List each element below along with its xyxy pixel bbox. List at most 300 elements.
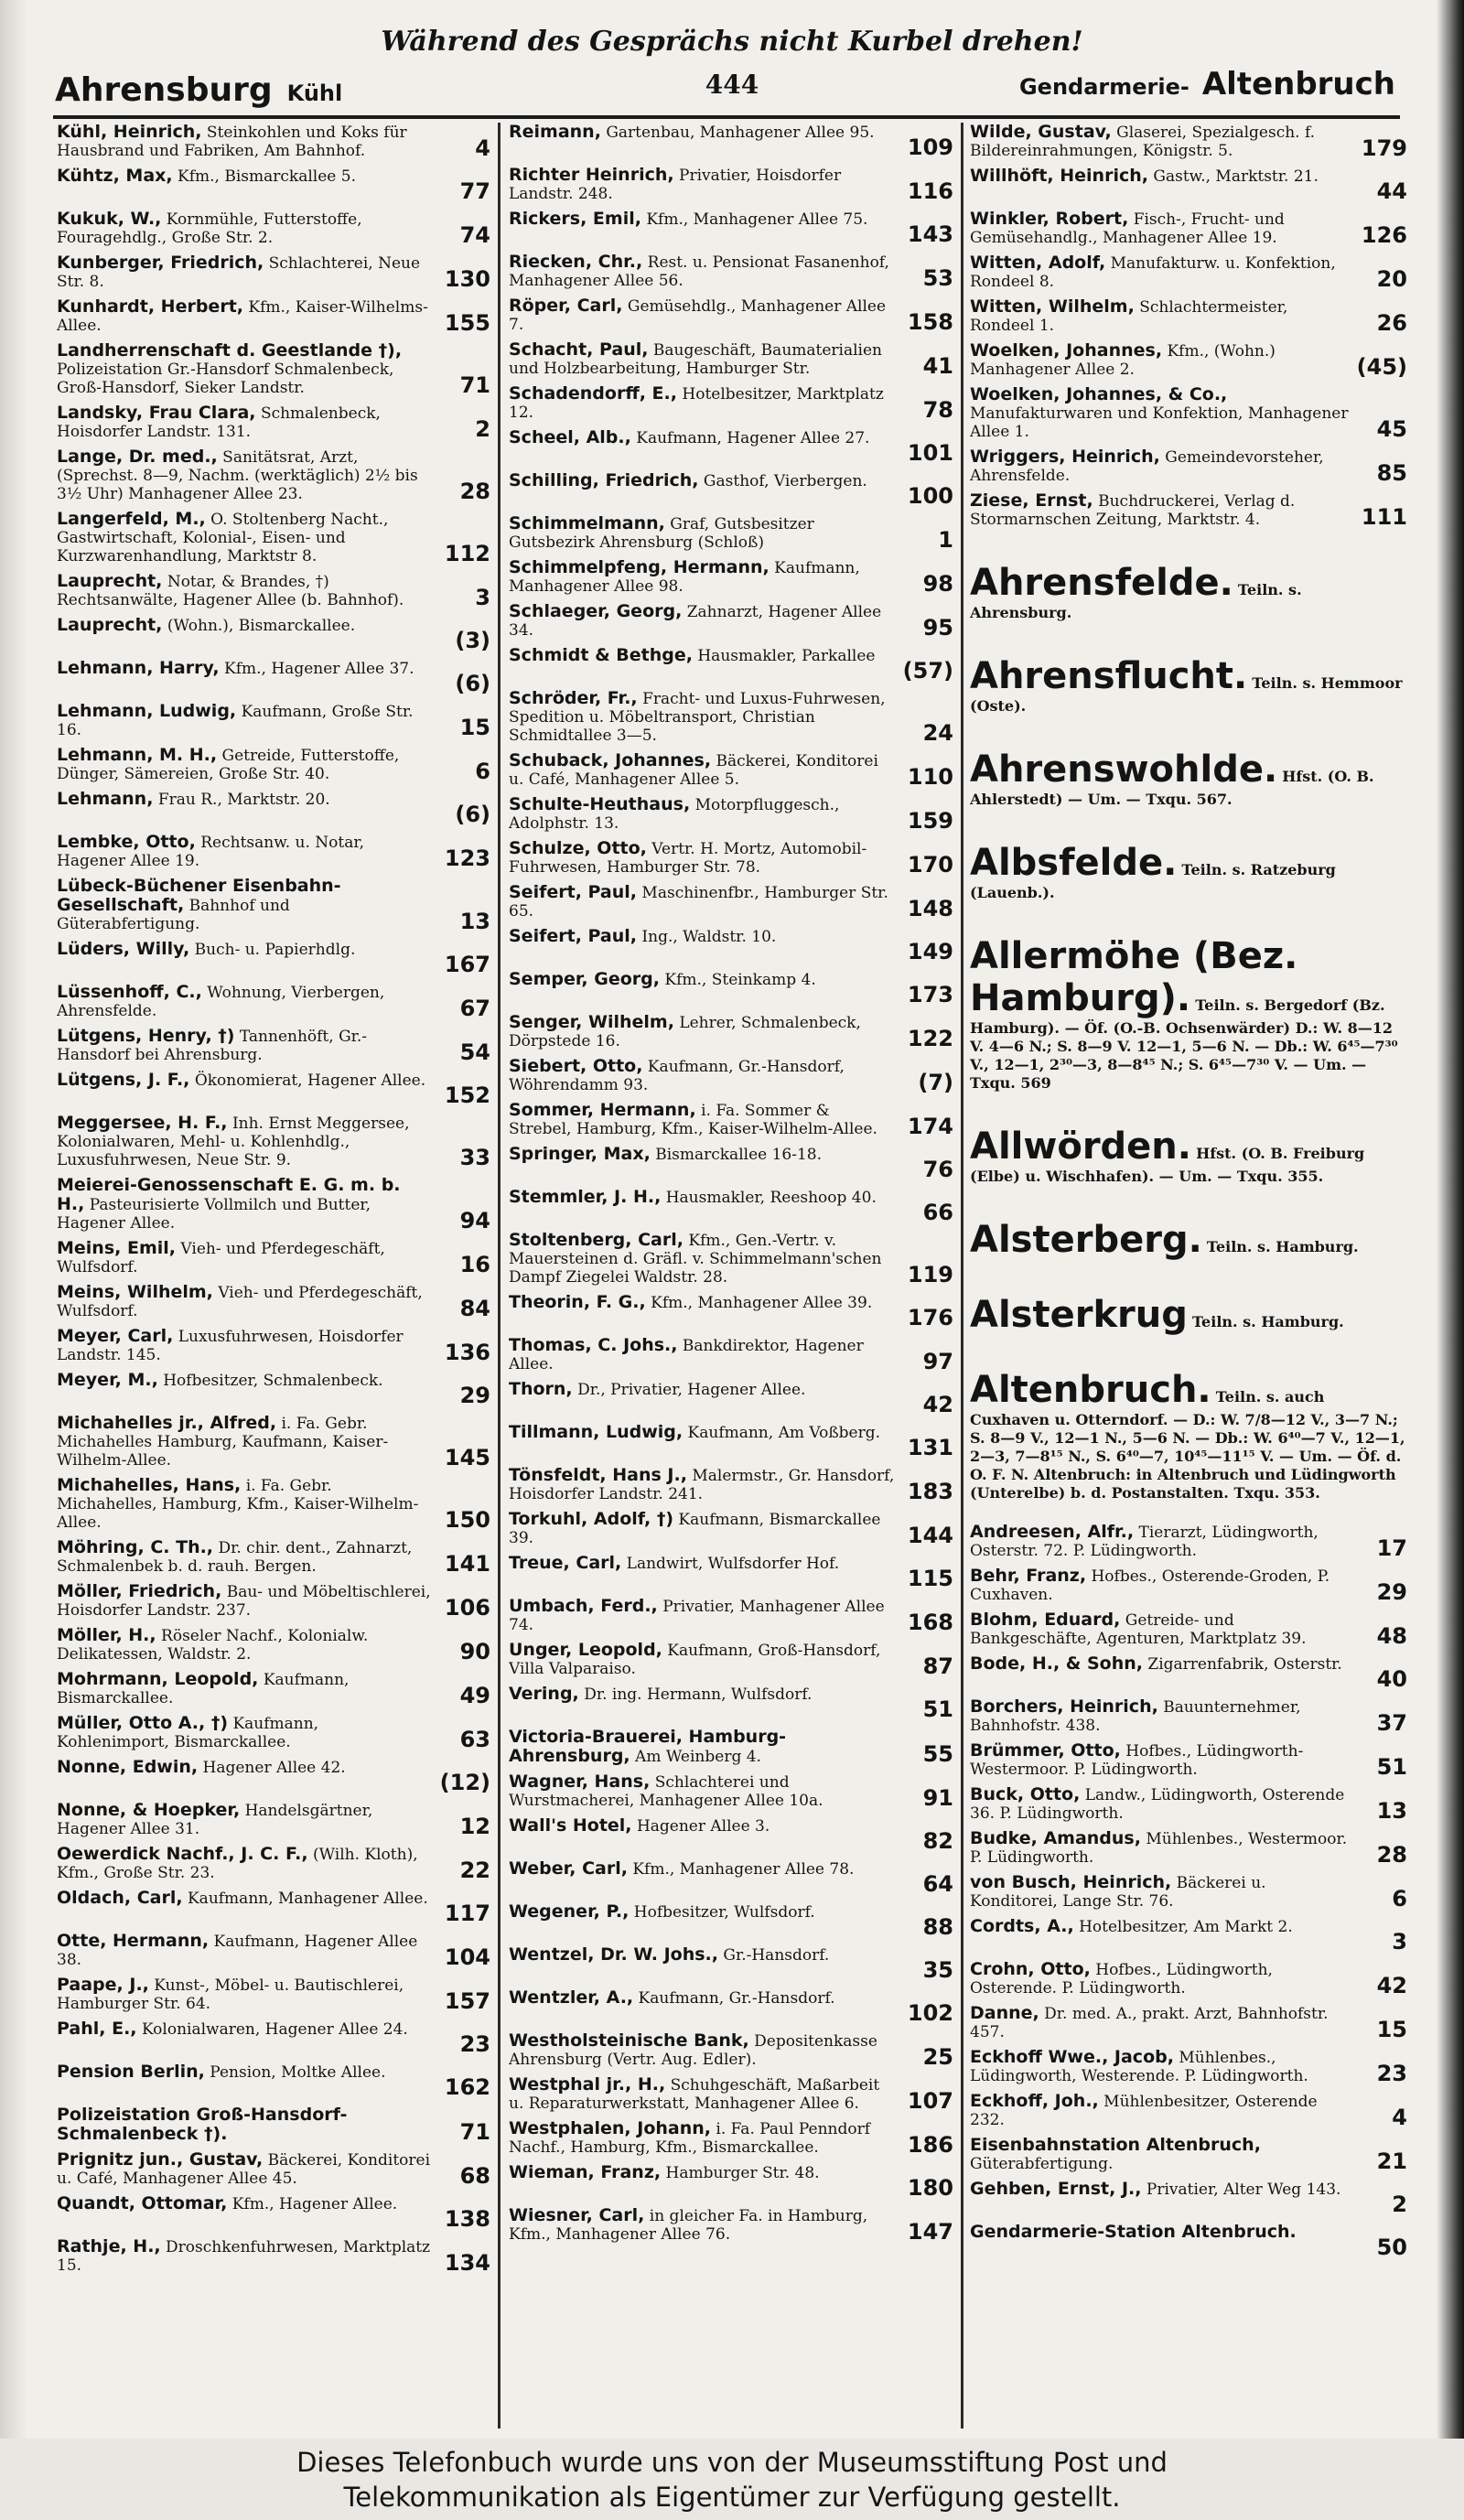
phone-number: 71 [459, 2119, 490, 2145]
entry-name: Polizeistation Groß-Hansdorf-Schmalenbeck †). [57, 2105, 348, 2144]
phone-number: 115 [907, 1566, 953, 1591]
entry-details: Schlachtermeister, Rondeel 1. [970, 298, 1288, 335]
phone-number: (6) [455, 802, 490, 827]
entry-details: Notar, & Brandes, †) Rechtsanwälte, Hagener Allee (b. Bahnhof). [57, 573, 404, 609]
phone-number: 64 [922, 1871, 953, 1897]
entry-name: Wriggers, Heinrich, [970, 447, 1160, 467]
entry-details: Bauunternehmer, Bahnhofstr. 438. [970, 1698, 1301, 1735]
entry-name: Wegener, P., [509, 1901, 630, 1922]
phone-number: 54 [459, 1039, 490, 1065]
footer-line-1: Dieses Telefonbuch wurde uns von der Museumsstiftung Post und [296, 2447, 1168, 2478]
entry-details: Landwirt, Wulfsdorfer Hof. [626, 1555, 840, 1573]
phone-number: 159 [907, 808, 953, 834]
phone-number: 111 [1361, 504, 1407, 530]
directory-entry [57, 123, 490, 160]
place-heading [970, 748, 1407, 809]
phone-number: 76 [922, 1157, 953, 1182]
entry-details: Graf, Gutsbesitzer Gutsbezirk Ahrensburg (Schloß) [509, 515, 814, 552]
entry-name: Paape, J., [57, 1975, 149, 1995]
directory-entry [57, 2237, 490, 2275]
page-number: 444 [705, 70, 759, 100]
directory-entry [509, 1057, 953, 1094]
entry-name: Danne, [970, 2003, 1039, 2023]
directory-entry [57, 2019, 490, 2056]
phone-number: 158 [907, 309, 953, 335]
phone-number: 3 [1392, 1929, 1407, 1955]
entry-details: Maschinenfbr., Hamburger Str. 65. [509, 884, 888, 921]
entry-details: (Wilh. Kloth), Kfm., Große Str. 23. [57, 1846, 418, 1882]
entry-name: Prignitz jun., Gustav, [57, 2149, 264, 2170]
entry-name: Wilde, Gustav, [970, 123, 1112, 142]
phone-number: 22 [459, 1858, 490, 1883]
directory-entry [509, 1945, 953, 1982]
entry-name: Witten, Adolf, [970, 253, 1106, 273]
entry-name: Thorn, [509, 1379, 573, 1399]
phone-number: 37 [1376, 1710, 1407, 1736]
phone-number: 2 [1392, 2192, 1407, 2217]
entry-details: Bahnhof und Güterabfertigung. [57, 897, 290, 933]
phone-number: 53 [922, 265, 953, 291]
place-name: Alsterkrug [970, 1294, 1188, 1336]
entry-name: Pahl, E., [57, 2019, 137, 2039]
place-heading [970, 1125, 1407, 1186]
directory-entry [57, 1114, 490, 1169]
directory-entry [970, 1917, 1407, 1954]
place-details: Hfst. (O. B. Ahlerstedt) — Um. — Txqu. 567. [970, 768, 1374, 808]
entry-details: Gartenbau, Manhagener Allee 95. [606, 124, 875, 142]
entry-details: Luxusfuhrwesen, Hoisdorfer Landstr. 145. [57, 1328, 404, 1364]
entry-details: O. Stoltenberg Nacht., Gastwirtschaft, Kolonial-, Eisen- und Kurzwarenhandlung, Marktstr 8. [57, 511, 389, 565]
place-name: Ahrenswohlde. [970, 748, 1278, 791]
phone-number: 145 [444, 1445, 490, 1470]
entry-details: Privatier, Manhagener Allee 74. [509, 1598, 885, 1634]
phone-number: 2 [475, 416, 490, 442]
entry-details: Kfm., Bismarckallee 5. [178, 167, 356, 186]
entry-details: Glaserei, Spezialgesch. f. Bildereinrahmungen, Königstr. 5. [970, 124, 1316, 160]
entry-details: (Wohn.), Bismarckallee. [167, 617, 356, 635]
entry-name: Wiesner, Carl, [509, 2205, 645, 2225]
directory-entry [509, 1293, 953, 1330]
entry-details: Rechtsanw. u. Notar, Hagener Allee 19. [57, 834, 365, 870]
phone-number: 155 [444, 310, 490, 336]
entry-name: Lüssenhoff, C., [57, 982, 202, 1002]
entry-name: Schulte-Heuthaus, [509, 794, 691, 814]
entry-name: Borchers, Heinrich, [970, 1696, 1158, 1717]
directory-entry [509, 1380, 953, 1416]
entry-details: Kfm., Manhagener Allee 78. [632, 1860, 855, 1879]
directory-entry [57, 297, 490, 335]
phone-number: 148 [907, 896, 953, 921]
entry-details: i. Fa. Gebr. Michahelles, Hamburg, Kfm., Kaiser-Wilhelm-Allee. [57, 1477, 419, 1532]
entry-name: Seifert, Paul, [509, 882, 638, 902]
directory-entry [57, 1176, 490, 1233]
entry-details: Bäckerei, Konditorei u. Café, Manhagener Allee 5. [509, 752, 878, 789]
header-left-place: Ahrensburg [55, 71, 273, 109]
directory-entry [57, 1582, 490, 1620]
directory-entry [509, 1510, 953, 1547]
entry-name: Lütgens, Henry, †) [57, 1026, 235, 1046]
directory-entry [57, 983, 490, 1020]
phone-number: (7) [918, 1070, 953, 1095]
directory-entry [509, 296, 953, 334]
entry-details: Privatier, Alter Weg 143. [1146, 2181, 1341, 2199]
header-right-place: Altenbruch [1201, 66, 1395, 102]
phone-number: 90 [459, 1639, 490, 1664]
place-details: Teiln. s. Hemmoor (Oste). [970, 674, 1403, 715]
place-name: Alsterberg. [970, 1219, 1202, 1261]
directory-entry [970, 1960, 1407, 1998]
phone-number: 24 [922, 720, 953, 746]
entry-name: Gendarmerie-Station Altenbruch. [970, 2222, 1297, 2242]
directory-entry [509, 471, 953, 508]
entry-details: Kaufmann, Große Str. 16. [57, 703, 414, 739]
directory-entry [970, 167, 1407, 203]
entry-name: Quandt, Ottomar, [57, 2193, 228, 2213]
entry-name: Eckhoff Wwe., Jacob, [970, 2047, 1174, 2067]
phone-number: 174 [907, 1114, 953, 1139]
entry-name: Wagner, Hans, [509, 1772, 651, 1792]
phone-number: 130 [444, 266, 490, 292]
directory-entry [970, 1697, 1407, 1735]
phone-number: 173 [907, 982, 953, 1007]
directory-entry [509, 2075, 953, 2113]
phone-number: 150 [444, 1507, 490, 1533]
directory-entry [57, 2194, 490, 2231]
phone-number: (6) [455, 671, 490, 696]
phone-number: 98 [922, 571, 953, 597]
phone-number: 49 [459, 1683, 490, 1708]
entry-details: Pasteurisierte Vollmilch und Butter, Hagener Allee. [57, 1196, 371, 1233]
entry-details: Tierarzt, Lüdingworth, Osterstr. 72. P. Lüdingworth. [970, 1524, 1319, 1560]
entry-details: Gemeindevorsteher, Ahrensfelde. [970, 448, 1324, 485]
place-heading [970, 1294, 1407, 1336]
entry-details: Dr. chir. dent., Zahnarzt, Schmalenbek b. d. rauh. Bergen. [57, 1539, 413, 1576]
phone-number: 162 [444, 2074, 490, 2100]
entry-name: Tönsfeldt, Hans J., [509, 1465, 687, 1485]
entry-name: Schmidt & Bethge, [509, 645, 693, 665]
entry-details: Kaufmann, Bismarckallee 39. [509, 1511, 881, 1547]
directory-entry [57, 572, 490, 609]
entry-name: Seifert, Paul, [509, 926, 638, 946]
entry-name: Wentzel, Dr. W. Johs., [509, 1944, 718, 1965]
directory-entry [970, 447, 1407, 485]
directory-entry [57, 1714, 490, 1751]
entry-name: Westphal jr., H., [509, 2074, 666, 2095]
directory-entry [509, 1188, 953, 1224]
phone-number: 35 [922, 1957, 953, 1983]
entry-details: Steinkohlen und Koks für Hausbrand und Fabriken, Am Bahnhof. [57, 124, 407, 160]
phone-number: 21 [1376, 2148, 1407, 2174]
phone-number: 180 [907, 2175, 953, 2201]
entry-name: Michahelles, Hans, [57, 1475, 242, 1495]
directory-entry [970, 2092, 1407, 2129]
column-2 [509, 123, 953, 2428]
entry-name: Michahelles jr., Alfred, [57, 1413, 277, 1433]
entry-name: Möller, Friedrich, [57, 1581, 222, 1601]
directory-entry [970, 341, 1407, 379]
directory-entry [509, 1554, 953, 1590]
entry-name: Wentzler, A., [509, 1987, 634, 2008]
entry-name: Röper, Carl, [509, 296, 623, 316]
entry-name: Theorin, F. G., [509, 1292, 646, 1312]
phone-number: 122 [907, 1026, 953, 1051]
directory-entry [509, 1423, 953, 1459]
directory-entry [509, 1988, 953, 2025]
directory-entry [970, 1610, 1407, 1648]
entry-name: Nonne, Edwin, [57, 1757, 199, 1777]
entry-details: Buchdruckerei, Verlag d. Stormarnschen Zeitung, Marktstr. 4. [970, 492, 1296, 529]
entry-details: Hofbes., Osterende-Groden, P. Cuxhaven. [970, 1567, 1330, 1604]
place-name: Ahrensfelde. [970, 562, 1233, 604]
entry-details: Inh. Ernst Meggersee, Kolonialwaren, Mehl- u. Kohlenhdlg., Luxusfuhrwesen, Neue Str. 9. [57, 1115, 410, 1169]
directory-entry [509, 253, 953, 290]
entry-details: in gleicher Fa. in Hamburg, Kfm., Manhagener Allee 76. [509, 2207, 868, 2244]
directory-entry [509, 602, 953, 640]
entry-details: Buch- u. Papierhdlg. [194, 941, 356, 959]
directory-entry [57, 940, 490, 976]
directory-entry [57, 1626, 490, 1664]
entry-details: Schmalenbeck, Hoisdorfer Landstr. 131. [57, 404, 381, 441]
entry-name: Vering, [509, 1684, 579, 1704]
footer-notice [0, 2439, 1464, 2520]
directory-entry [57, 1845, 490, 1882]
entry-name: Riecken, Chr., [509, 252, 643, 272]
entry-details: Hotelbesitzer, Am Markt 2. [1079, 1918, 1293, 1936]
directory-entry [509, 1641, 953, 1678]
entry-details: Hausmakler, Reeshoop 40. [665, 1189, 877, 1207]
entry-name: Budke, Amandus, [970, 1828, 1141, 1848]
column-divider [961, 123, 963, 2428]
directory-entry [57, 790, 490, 826]
phone-number: 77 [459, 178, 490, 204]
entry-details: Kolonialwaren, Hagener Allee 24. [141, 2020, 408, 2039]
phone-number: 91 [922, 1785, 953, 1811]
phone-number: 50 [1376, 2235, 1407, 2260]
place-name: Allermöhe (Bez. Hamburg). [970, 935, 1298, 1019]
phone-number: 40 [1376, 1666, 1407, 1692]
phone-number: 26 [1376, 310, 1407, 336]
entry-details: Hagener Allee 3. [636, 1817, 770, 1836]
entry-name: von Busch, Heinrich, [970, 1872, 1172, 1892]
place-name: Albsfelde. [970, 842, 1178, 884]
directory-entry [57, 1801, 490, 1838]
entry-name: Lehmann, Ludwig, [57, 701, 237, 721]
phone-number: 149 [907, 939, 953, 964]
entry-name: Tillmann, Ludwig, [509, 1422, 684, 1442]
entry-name: Mohrmann, Leopold, [57, 1669, 259, 1689]
entry-name: Crohn, Otto, [970, 1959, 1091, 1979]
phone-number: 88 [922, 1914, 953, 1940]
place-heading [970, 842, 1407, 902]
phone-number: 109 [907, 135, 953, 160]
directory-entry [509, 927, 953, 964]
entry-details: Ing., Waldstr. 10. [641, 928, 777, 946]
entry-details: Hotelbesitzer, Marktplatz 12. [509, 385, 884, 422]
header-right [1019, 66, 1395, 102]
directory-entry [57, 833, 490, 870]
entry-details: i. Fa. Paul Penndorf Nachf., Hamburg, Kfm., Bismarckallee. [509, 2120, 871, 2157]
place-details: Teiln. s. Hamburg. [1206, 1238, 1359, 1255]
directory-entry [970, 1741, 1407, 1779]
entry-details: Privatier, Hoisdorfer Landstr. 248. [509, 167, 842, 203]
phone-number: 116 [907, 178, 953, 204]
phone-number: 1 [938, 527, 953, 553]
entry-name: Kunberger, Friedrich, [57, 253, 264, 273]
phone-number: 101 [907, 440, 953, 466]
phone-number: 23 [1376, 2061, 1407, 2086]
entry-details: Kaufmann, Hagener Allee 27. [636, 429, 870, 447]
directory-entry [509, 751, 953, 789]
entry-name: Kühtz, Max, [57, 166, 173, 186]
entry-details: i. Fa. Gebr. Michahelles Hamburg, Kaufmann, Kaiser-Wilhelm-Allee. [57, 1415, 389, 1470]
entry-details: Gr.-Hansdorf. [723, 1946, 830, 1965]
entry-details: Wohnung, Vierbergen, Ahrensfelde. [57, 984, 385, 1020]
place-details: Teiln. s. Bergedorf (Bz. Hamburg). — Öf. (O.-B. Ochsenwärder) D.: W. 8—12 V. 4—6 N.; S. 8—9 V. 12—1, 5—6 N. — Db.: W. 6⁴⁵—7³⁰ V., 12—1, 2³⁰—3, 8—8⁴⁵ N.; S. 6⁴⁵—7³⁰ V. — Um. — Txqu. 569 [970, 996, 1398, 1092]
phone-number: 12 [459, 1814, 490, 1839]
phone-number: 48 [1376, 1623, 1407, 1649]
entry-details: Güterabfertigung. [970, 2155, 1114, 2173]
entry-name: Victoria-Brauerei, Hamburg-Ahrensburg, [509, 1727, 787, 1766]
phone-number: 33 [459, 1145, 490, 1170]
phone-number: 74 [459, 222, 490, 248]
entry-details: Frau R., Marktstr. 20. [157, 791, 330, 809]
phone-number: 29 [1376, 1579, 1407, 1605]
directory-entry [57, 1758, 490, 1794]
phone-number: 67 [459, 996, 490, 1021]
phone-number: 20 [1376, 266, 1407, 292]
phone-number: (12) [439, 1770, 490, 1795]
entry-details: Kaufmann, Kohlenimport, Bismarckallee. [57, 1715, 319, 1751]
entry-details: Mühlenbesitzer, Osterende 232. [970, 2093, 1318, 2129]
directory-entry [509, 839, 953, 877]
directory-entry [509, 428, 953, 465]
phone-number: 63 [459, 1727, 490, 1752]
phone-number: 16 [459, 1252, 490, 1277]
phone-number: 87 [922, 1653, 953, 1679]
entry-details: Kfm., Hagener Allee 37. [224, 660, 414, 678]
phone-number: 4 [1392, 2105, 1407, 2130]
directory-entry [57, 1889, 490, 1925]
directory-entry [57, 253, 490, 291]
entry-details: Kaufmann, Gr.-Hansdorf, Wöhrendamm 93. [509, 1058, 845, 1094]
phone-number: 29 [459, 1383, 490, 1408]
entry-details: Getreide, Futterstoffe, Dünger, Sämereien, Große Str. 40. [57, 747, 400, 783]
directory-entry [509, 883, 953, 921]
phone-number: 13 [1376, 1798, 1407, 1824]
directory-entry [509, 1772, 953, 1810]
entry-details: Kfm., Hagener Allee. [231, 2195, 398, 2213]
directory-entry [509, 384, 953, 422]
entry-details: Kaufmann, Hagener Allee 38. [57, 1933, 418, 1969]
place-name: Ahrensflucht. [970, 655, 1248, 697]
directory-entry [57, 1976, 490, 2013]
directory-entry [970, 2136, 1407, 2173]
directory-entry [509, 1101, 953, 1138]
entry-name: Kunhardt, Herbert, [57, 296, 243, 317]
entry-details: Baugeschäft, Baumaterialien und Holzbearbeitung, Hamburger Str. [509, 341, 882, 378]
directory-entry [509, 1597, 953, 1634]
entry-details: Malermstr., Gr. Hansdorf, Hoisdorfer Landstr. 241. [509, 1467, 895, 1503]
directory-entry [509, 1336, 953, 1373]
directory-entry [57, 659, 490, 695]
entry-details: Zigarrenfabrik, Osterstr. [1147, 1655, 1342, 1674]
directory-entry [970, 1829, 1407, 1867]
directory-entry [57, 1538, 490, 1576]
entry-name: Lembke, Otto, [57, 832, 196, 852]
header-right-word: Gendarmerie- [1018, 74, 1190, 100]
entry-details: Gasthof, Vierbergen. [703, 472, 867, 490]
entry-details: Hagener Allee 42. [202, 1759, 346, 1777]
directory-entry [509, 558, 953, 596]
phone-number: (57) [902, 658, 953, 684]
directory-entry [970, 491, 1407, 529]
phone-number: 23 [459, 2031, 490, 2057]
entry-name: Landherrenschaft d. Geestlande †), [57, 340, 403, 361]
entry-details: Hofbesitzer, Wulfsdorf. [633, 1903, 815, 1922]
place-details: Teiln. s. Ahrensburg. [970, 581, 1302, 621]
directory-entry [57, 702, 490, 739]
directory-entry [57, 1670, 490, 1707]
phone-number: 136 [444, 1340, 490, 1365]
place-heading [970, 655, 1407, 716]
entry-name: Lehmann, Harry, [57, 658, 220, 678]
entry-details: Fracht- und Luxus-Fuhrwesen, Spedition u. Möbeltransport, Christian Schmidtallee 3—5. [509, 690, 886, 745]
entry-name: Pension Berlin, [57, 2062, 205, 2082]
entry-name: Semper, Georg, [509, 969, 660, 989]
entry-name: Meyer, M., [57, 1370, 158, 1390]
entry-name: Senger, Wilhelm, [509, 1012, 674, 1032]
phone-number: 51 [922, 1696, 953, 1722]
entry-details: Röseler Nachf., Kolonialw. Delikatessen, Waldstr. 2. [57, 1627, 369, 1664]
entry-details: Mühlenbes., Lüdingworth, Westerende. P. Lüdingworth. [970, 2049, 1308, 2085]
entry-name: Oldach, Carl, [57, 1888, 183, 1908]
entry-details: Mühlenbes., Westermoor. P. Lüdingworth. [970, 1830, 1348, 1867]
entry-name: Möller, H., [57, 1625, 156, 1645]
entry-name: Scheel, Alb., [509, 427, 631, 447]
directory-entry [57, 2150, 490, 2188]
directory-entry [509, 1685, 953, 1721]
entry-name: Müller, Otto A., †) [57, 1713, 229, 1733]
phone-number: 119 [907, 1262, 953, 1287]
phone-number: 126 [1361, 222, 1407, 248]
header-rule [53, 115, 1400, 119]
entry-name: Meggersee, H. F., [57, 1113, 228, 1133]
phone-number: 28 [459, 479, 490, 504]
place-name: Altenbruch. [970, 1369, 1211, 1411]
entry-name: Lange, Dr. med., [57, 447, 218, 467]
phone-number: 147 [907, 2219, 953, 2245]
entry-details: Kaufmann, Groß-Hansdorf, Villa Valparaiso. [509, 1642, 881, 1678]
entry-name: Langerfeld, M., [57, 509, 206, 529]
entry-name: Brümmer, Otto, [970, 1740, 1121, 1761]
entry-details: Bismarckallee 16-18. [655, 1146, 823, 1164]
directory-entry [57, 616, 490, 652]
phone-number: 15 [1376, 2017, 1407, 2042]
entry-details: Polizeistation Gr.-Hansdorf Schmalenbeck, Groß-Hansdorf, Sieker Landstr. [57, 361, 394, 397]
directory-entry [57, 1327, 490, 1364]
phone-number: 66 [922, 1200, 953, 1225]
entry-details: Kaufmann, Gr.-Hansdorf. [638, 1989, 835, 2008]
directory-entry [509, 646, 953, 683]
entry-details: Ökonomierat, Hagener Allee. [194, 1072, 426, 1090]
column-1 [57, 123, 490, 2428]
entry-details: Bäckerei u. Konditorei, Lange Str. 76. [970, 1874, 1266, 1911]
page-edge-left [0, 0, 27, 2439]
entry-name: Witten, Wilhelm, [970, 296, 1135, 317]
entry-details: Kornmühle, Futterstoffe, Fouragehdlg., Große Str. 2. [57, 210, 362, 247]
phone-number: 3 [475, 585, 490, 610]
directory-entry [57, 746, 490, 783]
